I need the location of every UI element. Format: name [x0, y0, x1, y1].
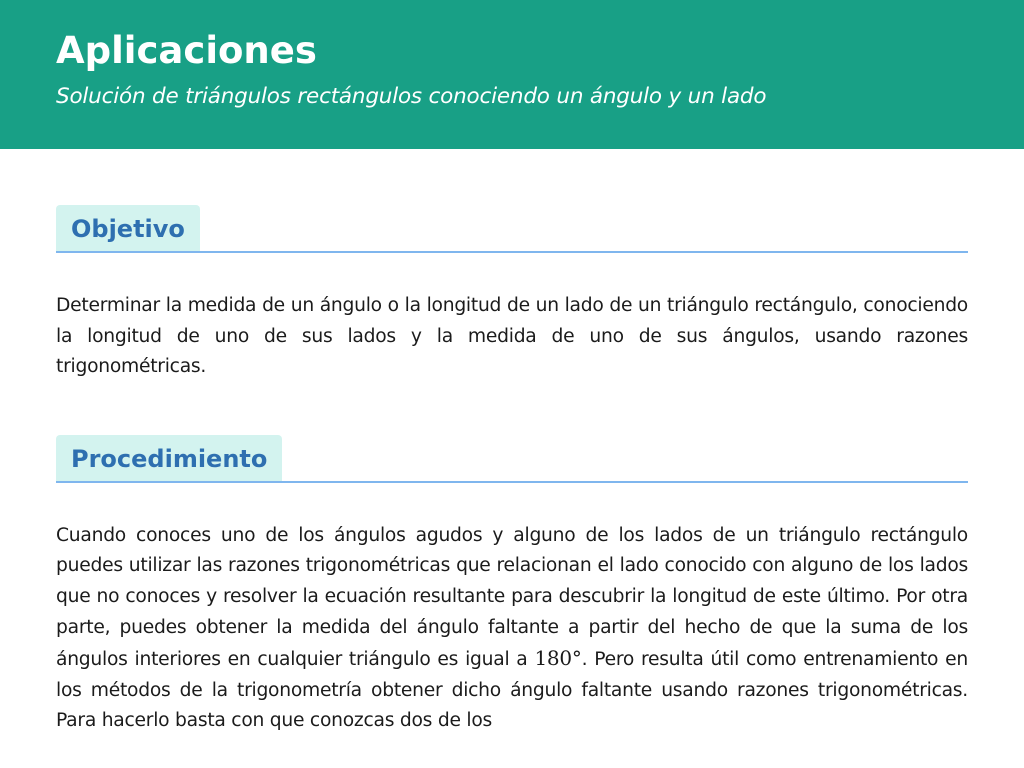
- section-paragraph: Determinar la medida de un ángulo o la longitud de un lado de un triángulo rectángulo, conociendo la longitud de uno de sus lados y la medida de uno de sus ángulos, usando razones trigonométricas.: [56, 295, 968, 378]
- section-objetivo: [56, 205, 968, 383]
- section-procedimiento: [56, 435, 968, 737]
- section-heading: Procedimiento: [56, 435, 282, 481]
- section-heading-bar: [56, 205, 968, 253]
- main-content: [0, 205, 1024, 737]
- section-heading: Objetivo: [56, 205, 200, 251]
- math-expression: 180°: [534, 646, 582, 671]
- section-paragraph: [56, 521, 968, 737]
- section-heading-bar: [56, 435, 968, 483]
- paragraph-text: . Pero resulta útil como entrenamiento en los métodos de la trigonometría obtener dicho ángulo faltante usando razones trigonométricas. Para hacerlo basta con que conozcas dos de los: [56, 649, 968, 732]
- page-subtitle: Solución de triángulos rectángulos conociendo un ángulo y un lado: [56, 84, 767, 109]
- paragraph-text: Cuando conoces uno de los ángulos agudos y alguno de los lados de un triángulo rectángulo puedes utilizar las razones trigonométricas que relacionan el lado conocido con alguno de los lados que no conoces y resolver la ecuación resultante para descubrir la longitud de este último. Por otra parte, puedes obtener la medida del ángulo faltante a partir del hecho de que la suma de los ángulos interiores en cualquier triángulo es igual a: [56, 524, 968, 671]
- page-title: Aplicaciones: [56, 29, 317, 72]
- page-header: [0, 0, 1024, 149]
